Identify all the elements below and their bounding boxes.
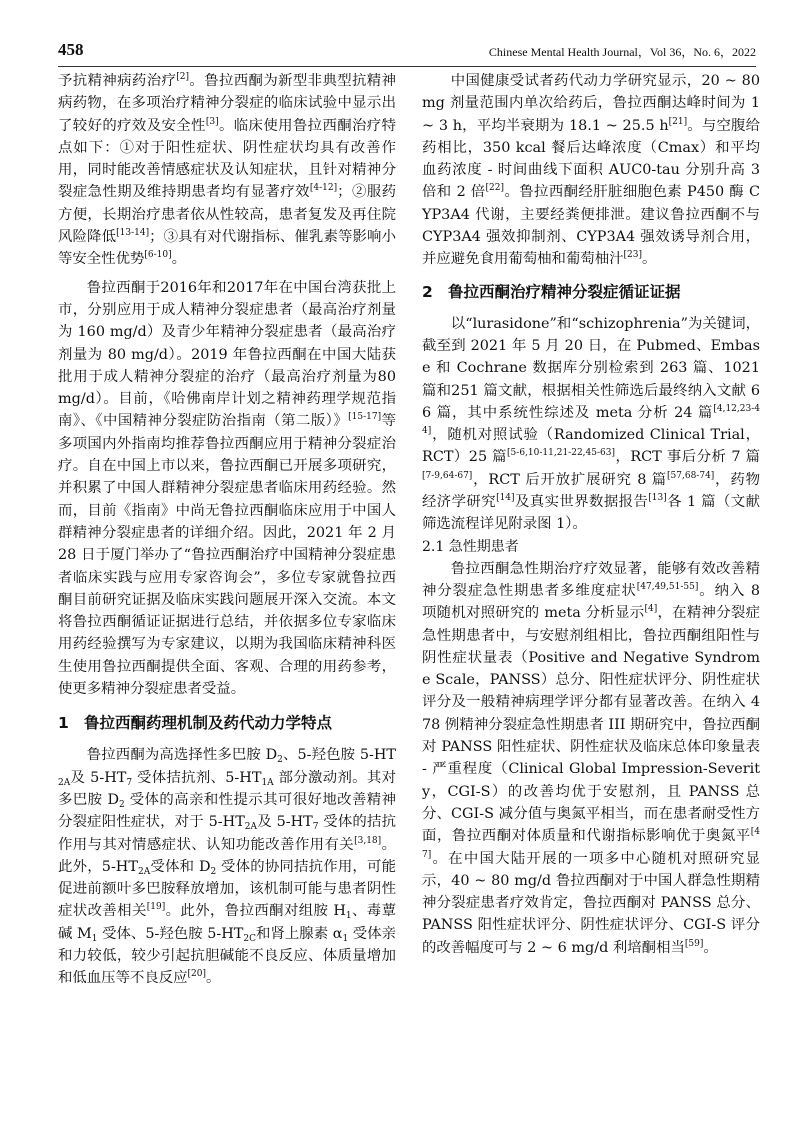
running-header bbox=[58, 40, 756, 66]
left-column bbox=[58, 70, 396, 990]
header-rule bbox=[58, 66, 756, 67]
paragraph-intro-1: 予抗精神病药治疗[2]。鲁拉西酮为新型非典型抗精神病药物，在多项治疗精神分裂症的临床试验中显示出了较好的疗效及安全性[3]。临床使用鲁拉西酮治疗特点如下：①对于阳性症状、阴性症状均具有改善作用，同时能改善情感症状及认知症状，且针对精神分裂症急性期及维持期患者均有显著疗效[4-12]；②服药方便，长期治疗患者依从性较高，患者复发及再住院风险降低[13-14]；③具有对代谢指标、催乳素等影响小等安全性优势[6-10]。 bbox=[58, 72, 396, 268]
journal-citation: Chinese Mental Health Journal，Vol 36，No. 6，2022 bbox=[488, 45, 756, 59]
paragraph-intro-2: 鲁拉西酮于2016年和2017年在中国台湾获批上市，分别应用于成人精神分裂症患者（最高治疗剂量为 160 mg/d）及青少年精神分裂症患者（最高治疗剂量为 80 mg/d）。2019 年鲁拉西酮在中国大陆获批用于成人精神分裂症的治疗（最高治疗剂量为80 mg/d）。目前，《哈佛南岸计划之精神药理学规范指南》、《中国精神分裂症防治指南（第二版）》[15-17]等多项国内外指南均推荐鲁拉西酮应用于精神分裂症治疗。自在中国上市以来，鲁拉西酮已开展多项研究，并积累了中国人群精神分裂症患者临床用药经验。然而，目前《指南》中尚无鲁拉西酮临床应用于中国人群精神分裂症患者的详细介绍。因此，2021 年 2 月 28 日于厦门举办了“鲁拉西酮治疗中国精神分裂症患者临床实践与应用专家咨询会”，多位专家就鲁拉西酮目前研究证据及临床实践问题展开深入交流。本文将鲁拉西酮循证证据进行总结，并依据多位专家临床用药经验撰写为专家建议，以期为我国临床精神科医生使用鲁拉西酮提供全面、客观、合理的用药参考，使更多精神分裂症患者受益。 bbox=[58, 279, 396, 698]
paragraph-pharmacology: 鲁拉西酮为高选择性多巴胺 $D_2$、5-羟色胺 $5-HT_{2A}$及 $5-HT_7$ 受体拮抗剂、$5-HT_{1A}$ 部分激动剂。其对多巴胺 $D_2$ 受体的高亲和性提示其可很好地改善精神分裂症阳性症状，对于 $5-HT_{2A}$及 $5-HT_7$ 受体的拮抗作用与其对情感症状、认知功能改善作用有关[3,18]。此外，$5-HT_{2A}$受体和 $D_2$ 受体的协同拮抗作用，可能促进前额叶多巴胺释放增加，该机制可能与患者阴性症状改善相关[19]。此外，鲁拉西酮对组胺 $H_1$、毒蕈碱 $M_1$ 受体、5-羟色胺 $5-HT_{2C}$和肾上腺素 $\alpha_1$ 受体亲和力较低，较少引起抗胆碱能不良反应、体质量增加和低血压等不良反应[20]。 bbox=[58, 747, 397, 987]
subsection-heading-2-1: 2.1 急性期患者 bbox=[422, 538, 519, 555]
section-heading-2: 2 鲁拉西酮治疗精神分裂症循证证据 bbox=[422, 282, 681, 301]
paragraph-evidence-search: 以“lurasidone”和“schizophrenia”为关键词，截至到 2021 年 5 月 20 日，在 Pubmed、Embase 和 Cochrane 数据库分别检索到 263 篇、1021 篇和251 篇文献，根据相关性筛选后最终纳入文献 66 篇，其中系统性综述及 meta 分析 24 篇[4,12,23-44]，随机对照试验（Randomized Clinical Trial，RCT）25 篇[5-6,10-11,21-22,45-63]，RCT 事后分析 7 篇[7-9,64-67]，RCT 后开放扩展研究 8 篇[57,68-74]，药物经济学研究[14]及真实世界数据报告[13]各 1 篇（文献筛选流程详见附录图 1）。 bbox=[422, 315, 760, 533]
paragraph-acute-phase: 鲁拉西酮急性期治疗疗效显著，能够有效改善精神分裂症急性期患者多维度症状[47,49,51-55]。纳入 8 项随机对照研究的 meta 分析显示[4]，在精神分裂症急性期患者中，与安慰剂组相比，鲁拉西酮组阳性与阴性症状量表（Positive and Negative Syndrome Scale，PANSS）总分、阳性症状评分、阴性症状评分及一般精神病理学评分都有显著改善。在纳入 478 例精神分裂症急性期患者 III 期研究中，鲁拉西酮对 PANSS 阳性症状、阴性症状及临床总体印象量表 - 严重程度（Clinical Global Impression-Severity，CGI-S）的改善均优于安慰剂，且 PANSS 总分、CGI-S 减分值与奥氮平相当，而在患者耐受性方面，鲁拉西酮对体质量和代谢指标影响优于奥氮平[47]。在中国大陆开展的一项多中心随机对照研究显示，40 ~ 80 mg/d 鲁拉西酮对于中国人群急性期精神分裂症患者疗效肯定，鲁拉西酮对 PANSS 总分、PANSS 阳性症状评分、阴性症状评分、CGI-S 评分的改善幅度可与 2 ~ 6 mg/d 利培酮相当[59]。 bbox=[422, 560, 760, 956]
right-column bbox=[422, 70, 760, 959]
page-number: 458 bbox=[58, 40, 84, 59]
section-heading-1: 1 鲁拉西酮药理机制及药代动力学特点 bbox=[58, 714, 333, 733]
paragraph-pharmacokinetics: 中国健康受试者药代动力学研究显示，20 ~ 80 mg 剂量范围内单次给药后，鲁拉西酮达峰时间为 1 ~ 3 h，平均半衰期为 18.1 ~ 25.5 h[21]。与空腹给药相比，350 kcal 餐后达峰浓度（Cmax）和平均血药浓度 - 时间曲线下面积 AUC0-tau 分别升高 3 倍和 2 倍[22]。鲁拉西酮经肝脏细胞色素 P450 酶 CYP3A4 代谢，主要经粪便排泄。建议鲁拉西酮不与 CYP3A4 强效抑制剂、CYP3A4 强效诱导剂合用，并应避免食用葡萄柚和葡萄柚汁[23]。 bbox=[422, 73, 760, 268]
